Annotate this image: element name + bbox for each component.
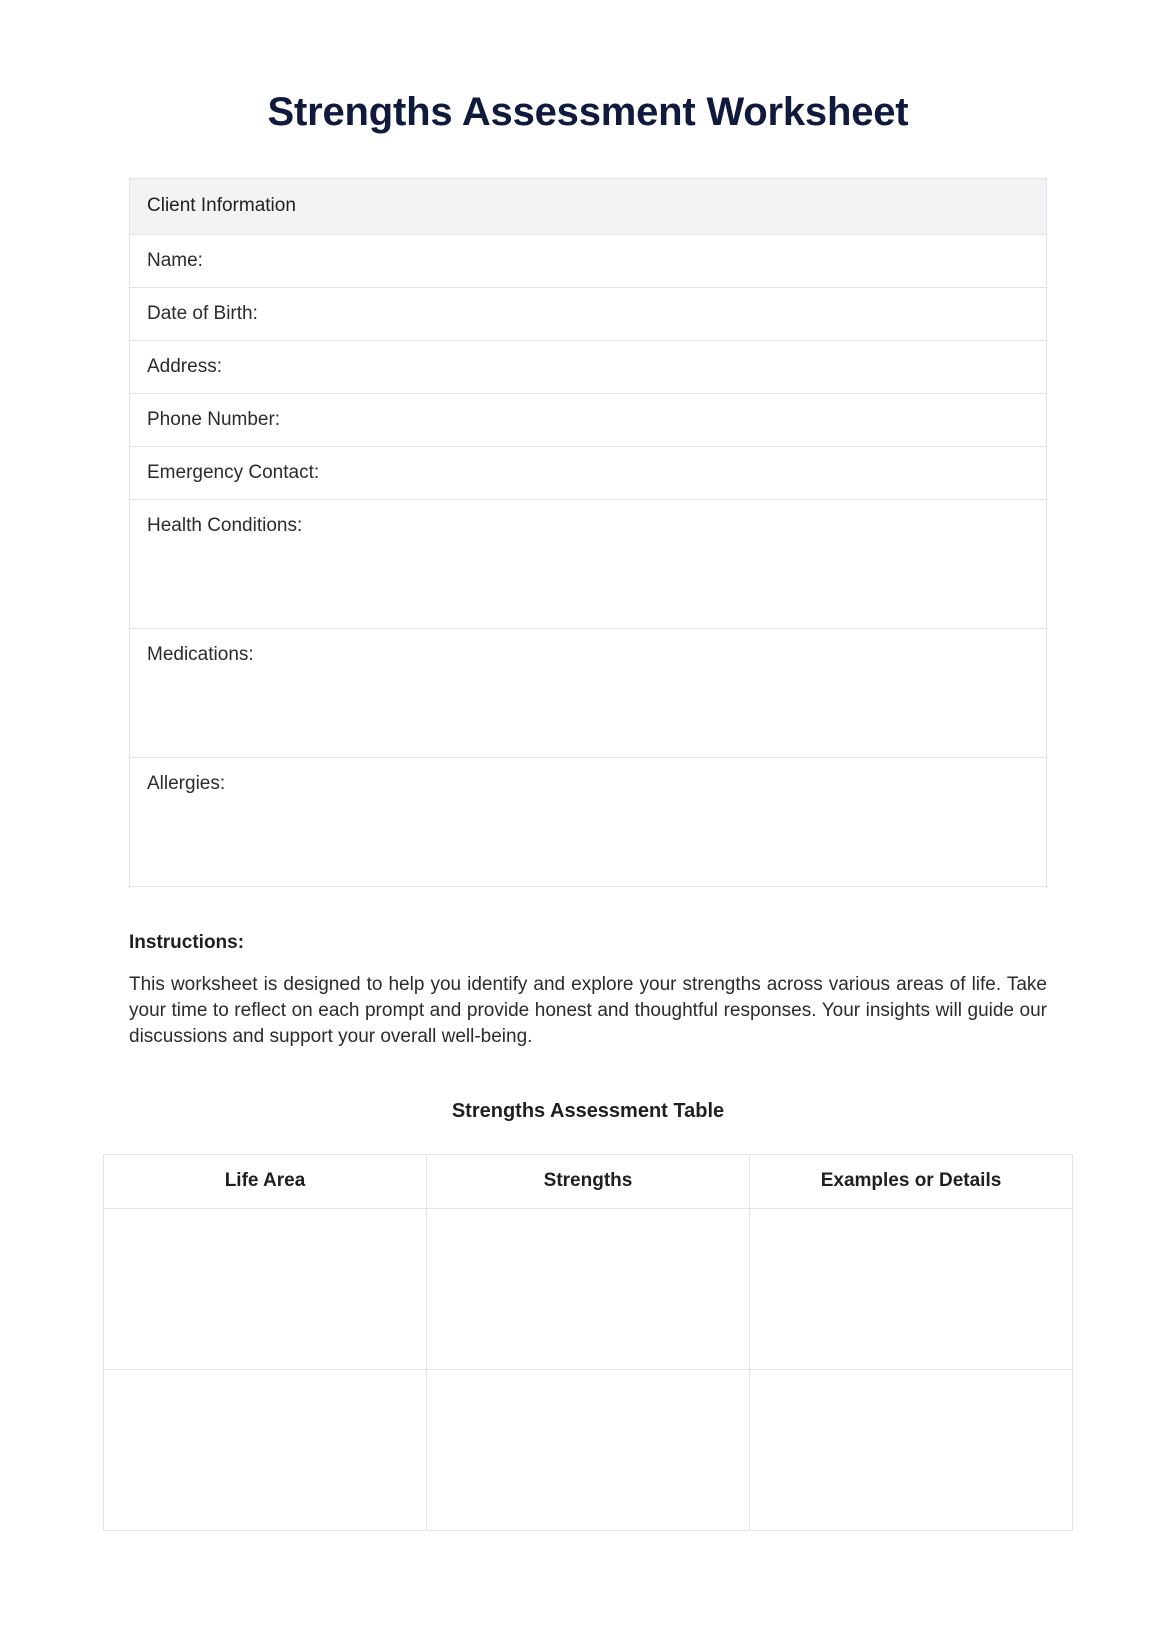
instructions-section — [129, 887, 1047, 1050]
table-row — [130, 341, 1047, 394]
cell-strengths[interactable] — [427, 1209, 750, 1370]
strengths-assessment-heading: Strengths Assessment Table — [451, 1100, 725, 1122]
field-medications[interactable]: Medications: — [130, 629, 1047, 758]
table-row — [130, 500, 1047, 629]
field-phone-number[interactable]: Phone Number: — [130, 394, 1047, 447]
instructions-label: Instructions: — [129, 932, 245, 953]
table-row — [130, 629, 1047, 758]
cell-examples-or-details[interactable] — [750, 1370, 1073, 1531]
strengths-assessment-table — [103, 1154, 1073, 1531]
table-row-section-header — [130, 179, 1047, 235]
client-information-table — [129, 178, 1047, 887]
field-emergency-contact[interactable]: Emergency Contact: — [130, 447, 1047, 500]
table-row — [130, 447, 1047, 500]
cell-examples-or-details[interactable] — [750, 1209, 1073, 1370]
field-allergies[interactable]: Allergies: — [130, 758, 1047, 887]
field-address[interactable]: Address: — [130, 341, 1047, 394]
client-information-section — [0, 178, 1176, 887]
table-row — [130, 758, 1047, 887]
field-date-of-birth[interactable]: Date of Birth: — [130, 288, 1047, 341]
column-header-examples-or-details: Examples or Details — [750, 1155, 1073, 1209]
cell-life-area[interactable] — [104, 1370, 427, 1531]
column-header-strengths: Strengths — [427, 1155, 750, 1209]
table-row — [104, 1370, 1073, 1531]
table-row — [130, 288, 1047, 341]
page-title: Strengths Assessment Worksheet — [267, 90, 909, 134]
instructions-text: This worksheet is designed to help you identify and explore your strengths across various areas of life. Take your time to reflect on each prompt and provide honest and thoughtful responses. Your insights will guide our discussions and support your overall well-being. — [129, 974, 1047, 1047]
strengths-assessment-section — [0, 1154, 1176, 1531]
column-header-life-area: Life Area — [104, 1155, 427, 1209]
cell-life-area[interactable] — [104, 1209, 427, 1370]
table-row — [104, 1209, 1073, 1370]
table-header-row — [104, 1155, 1073, 1209]
table-row — [130, 394, 1047, 447]
client-information-header: Client Information — [130, 179, 1047, 235]
cell-strengths[interactable] — [427, 1370, 750, 1531]
field-health-conditions[interactable]: Health Conditions: — [130, 500, 1047, 629]
table-row — [130, 235, 1047, 288]
field-name[interactable]: Name: — [130, 235, 1047, 288]
